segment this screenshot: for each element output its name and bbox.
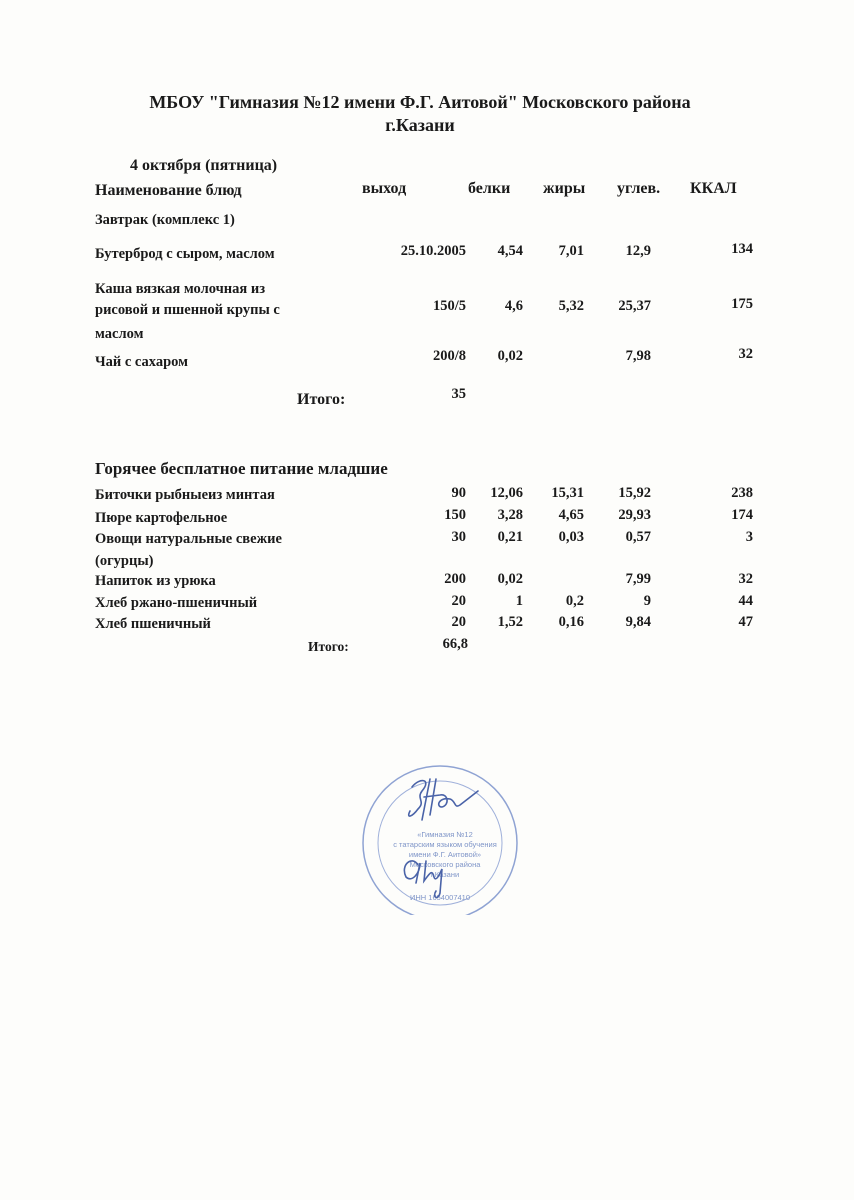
cell-output: 20 <box>451 593 466 609</box>
cell-output: 30 <box>451 529 466 545</box>
cell-kcal: 238 <box>731 485 753 501</box>
section-title: Горячее бесплатное питание младшие <box>95 459 388 478</box>
official-stamp <box>360 765 530 920</box>
cell-output: 90 <box>451 485 466 501</box>
cell-protein: 12,06 <box>490 485 523 501</box>
cell-carbs: 0,57 <box>625 529 651 545</box>
section-title: Завтрак (комплекс 1) <box>95 212 235 228</box>
cell-carbs: 9 <box>643 593 651 609</box>
dish-name-line: рисовой и пшенной крупы с <box>95 302 280 318</box>
cell-carbs: 7,99 <box>625 571 651 587</box>
cell-kcal: 47 <box>738 614 753 630</box>
cell-kcal: 3 <box>745 529 753 545</box>
cell-output: 150 <box>444 507 466 523</box>
cell-kcal: 134 <box>731 241 753 257</box>
dish-name-line: Овощи натуральные свежие <box>95 531 282 547</box>
document-subtitle: г.Казани <box>385 115 455 135</box>
cell-fat: 15,31 <box>551 485 584 501</box>
cell-output: 20 <box>451 614 466 630</box>
cell-kcal: 32 <box>738 571 753 587</box>
dish-name: Чай с сахаром <box>95 354 189 370</box>
cell-carbs: 25,37 <box>618 298 651 314</box>
total-value: 66,8 <box>442 636 468 652</box>
cell-protein: 3,28 <box>497 507 523 523</box>
stamp-inn: ИНН 1654007410 <box>409 893 471 902</box>
header-fat: жиры <box>543 180 586 197</box>
cell-output: 200/8 <box>432 348 466 364</box>
cell-protein: 0,21 <box>497 529 523 545</box>
header-kcal: ККАЛ <box>690 180 737 197</box>
dish-name: Напиток из урюка <box>95 573 216 589</box>
dish-name: Пюре картофельное <box>95 510 228 526</box>
header-output: выход <box>362 180 407 197</box>
cell-output: 25.10.2005 <box>400 243 466 259</box>
cell-protein: 0,02 <box>497 571 523 587</box>
stamp-line: имени Ф.Г. Аитовой» <box>408 850 482 859</box>
cell-kcal: 174 <box>731 507 753 523</box>
cell-fat: 4,65 <box>558 507 584 523</box>
cell-protein: 4,54 <box>497 243 523 259</box>
dish-name-line: Каша вязкая молочная из <box>95 281 266 297</box>
dish-name-line: маслом <box>95 326 144 342</box>
menu-date: 4 октября (пятница) <box>130 157 278 174</box>
cell-carbs: 29,93 <box>618 507 651 523</box>
cell-carbs: 9,84 <box>625 614 651 630</box>
header-protein: белки <box>468 180 511 197</box>
dish-name: Хлеб ржано-пшеничный <box>95 595 258 611</box>
total-label: Итого: <box>308 639 349 654</box>
stamp-line: с татарским языком обучения <box>393 840 497 849</box>
cell-kcal: 32 <box>738 346 753 362</box>
cell-protein: 1,52 <box>497 614 523 630</box>
cell-protein: 0,02 <box>497 348 523 364</box>
total-label: Итого: <box>297 391 346 408</box>
dish-name: Хлеб пшеничный <box>95 616 211 632</box>
cell-protein: 4,6 <box>504 298 523 314</box>
cell-kcal: 44 <box>738 593 753 609</box>
cell-fat: 0,2 <box>565 593 584 609</box>
dish-name: Биточки рыбныеиз минтая <box>95 487 275 503</box>
cell-carbs: 15,92 <box>618 485 651 501</box>
dish-name-line: (огурцы) <box>95 553 154 569</box>
document-title: МБОУ "Гимназия №12 имени Ф.Г. Аитовой" Московского района <box>149 92 691 112</box>
cell-kcal: 175 <box>731 296 753 312</box>
cell-output: 150/5 <box>432 298 466 314</box>
cell-fat: 0,16 <box>558 614 584 630</box>
cell-carbs: 7,98 <box>625 348 651 364</box>
stamp-line: г.Казани <box>430 870 460 879</box>
cell-carbs: 12,9 <box>625 243 651 259</box>
cell-fat: 5,32 <box>558 298 584 314</box>
dish-name: Бутерброд с сыром, маслом <box>95 246 275 262</box>
cell-fat: 7,01 <box>558 243 584 259</box>
cell-fat: 0,03 <box>558 529 584 545</box>
cell-output: 200 <box>444 571 466 587</box>
total-value: 35 <box>451 386 466 402</box>
stamp-line: «Гимназия №12 <box>417 830 473 839</box>
header-carbs: углев. <box>617 180 661 197</box>
header-name: Наименование блюд <box>95 182 242 199</box>
cell-protein: 1 <box>515 593 523 609</box>
stamp-line: Московского района <box>409 860 481 869</box>
